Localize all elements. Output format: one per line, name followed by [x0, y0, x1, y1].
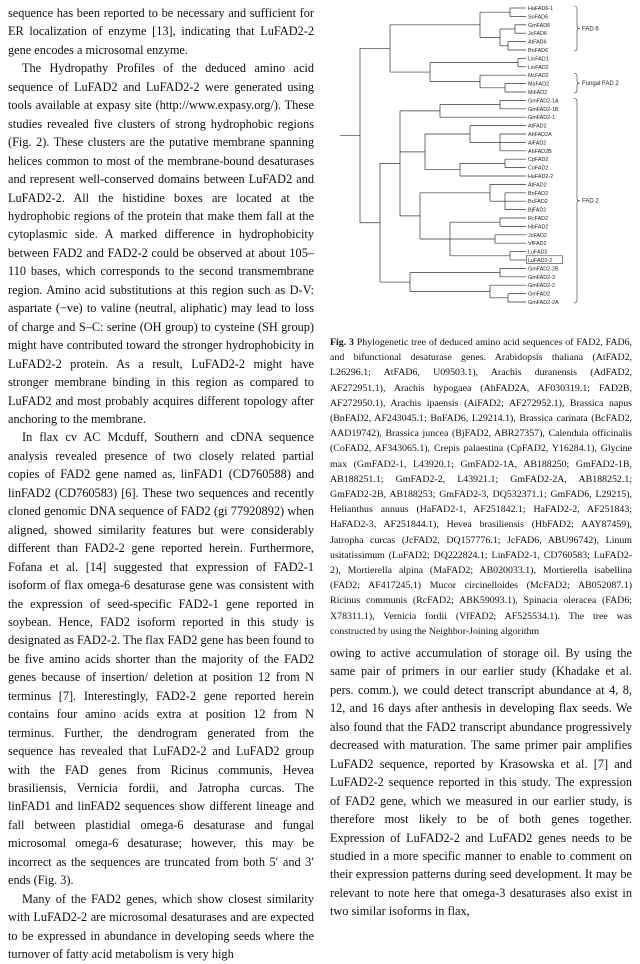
- right-paragraph-1: owing to active accumulation of storage oil. By using the same pair of primers in our earlier study (Khadake et al. pers. comm.), we could detect transcript abundance at 4, 8, 12, and 16 days after anthesis in developing flax seeds. We also found that the FAD2 transcript abundance progressively decreased with maturation. The same primer pair amplifies LuFAD2 sequence, reported by Krasowska et al. [7] and LuFAD2-2 sequence reported in this study. The expression of FAD2 gene, which we measured in our earlier study, is therefore most likely to be of both genes together. Expression of LuFAD2-2 and LuFAD2 genes needs to be studied in a more specific manner to enable to comment on their expression patterns during seed development. It may be relevant to note here that omega-3 desaturases also exist in two similar isoforms in flax,: [330, 646, 632, 919]
- leaf-label: BnFAD6: [528, 48, 549, 54]
- caption-text: Phylogenetic tree of deduced amino acid sequences of FAD2, FAD6, and bifunctional desaturase genes. Arabidopsis thaliana (AtFAD2, L26296.1; AtFAD6, U09503.1), Arachis duranensis (AdFAD2, AF272951.1), Arachis hypogaea (AhFAD2A, AF030319.1; FAD2B, AF272950.1), Arachis ipaensis (AiFAD2; AF272952.1), Brassica napus (BnFAD2, AF243045.1; BnFAD6, L29214.1), Brassica carinata (BcFAD2, AAD19742), Brassica juncea (BjFAD2, ABR27357), Calendula officinalis (CoFAD2, AF343065.1), Crepis palaestina (CpFAD2, Y16284.1), Glycine max (GmFAD2-1, L43920.1; GmFAD2-1A, AB188250; GmFAD2-1B, AB188251.1; GmFAD2-2, L43921.1; GmFAD2-2A, AB188252.1; GmFAD2-2B, AB188253; GmFAD2-3, DQ532371.1; GmFAD6, L29215), Helianthus annuus (HaFAD2-1, AF251842.1; HaFAD2-2, AF251843; HaFAD2-3, AF251844.1), Hevea brasiliensis (HbFAD2; AAY87459), Jatropha curcas (JcFAD2, DQ157776.1; JcFAD6, ABU96742), Linum usitatissimum (LuFAD2; DQ222824.1; LinFAD2-1, CD760583; LuFAD2-2), Mortierella alpina (MaFAD2; AB020033.1), Mortierella isabellina (FAD2; AF417245.1) Mucor circinelloides (McFAD2; AB052087.1) Ricinus communis (RcFAD2; ABK59093.1), Spinacia oleracea (FAD6; X78311.1), Vernicia fordii (VfFAD2; AF525534.1). The tree was constructed by using the Neighbor-Joining algorithm: [330, 337, 632, 637]
- leaf-label: GmFAD2-1B: [528, 106, 559, 113]
- caption-label: Fig. 3: [330, 337, 354, 348]
- paragraph-3: In flax cv AC Mcduff, Southern and cDNA sequence analysis revealed presence of two closely related partial copies of FAD2 gene named as, linFAD1 (CD760588) and linFAD2 (CD760583) [6]. These two sequences and recently cloned genomic DNA sequence of FAD2 (gi 77920892) when aligned, showed similarity features but were considerably different than FAD2-2 gene reported herein. Furthermore, Fofana et al. [14] suggested that expression of FAD2-1 isoform of flax omega-6 desaturase gene was consistent with the expression of seed-specific FAD2-1 gene reported in soybean. Hence, FAD2 isoform reported in this study is designated as FAD2-2. The flax FAD2 gene has been found to be five amino acids shorter than the majority of the FAD2 genes because of insertion/ deletion at position 12 from N terminus [7]. Interestingly, FAD2-2 gene reported herein contains four amino acids extra at position 12 from N terminus. Further, the dendrogram generated from the sequence has revealed that LuFAD2-2 and LuFAD2 group with the FAD genes from Ricinus communis, Hevea brasiliensis, Vernicia fordii, and Jatropha curcas. The linFAD1 and linFAD2 sequences show different lineage and fall between plastidial omega-6 desaturase and fungal microsomal omega-6 desaturase; however, this may be incorrect as the sequences are truncated from both 5′ and 3′ ends (Fig. 3).: [8, 430, 314, 888]
- leaf-label: SoFAD6: [528, 14, 549, 21]
- paragraph-2: The Hydropathy Profiles of the deduced amino acid sequence of LuFAD2 and LuFAD2-2 were generated using tools available at expasy site (http://www.expasy.org/). These studies revealed five clusters of strong hydrophobic regions (Fig. 2). These clusters are the putative membrane spanning helices common to most of the membrane-bound desaturases and represent well-conserved domains between LuFAD2 and LuFAD2-2. All the histidine boxes are located at the hydrophobic regions of the protein that make them fall at the cytoplasmic side. A marked difference in hydrophobicity between FAD2 and FAD2-2 could be observed at about 105–110 bases, which corresponds to the second transmembrane region. Amino acid substitutions at this region such as D-V: aspartate (−ve) to valine (neutral, aliphatic) may lead to loss of charge and S–C: serine (OH group) to cysteine (SH group) might have contributed toward the stronger hydrophobicity in LuFAD2-2 protein. As a result, LuFAD2-2 might have stronger membrane binding in this region as compared to LuFAD2 and most probably acquires different topology after anchoring to the membrane.: [8, 61, 314, 426]
- paragraph-4: Many of the FAD2 genes, which show closest similarity with LuFAD2-2 are microsomal desaturases and are expected to be expressed in abundance in developing seeds where the turnover of fatty acid metabolism is very high: [8, 891, 314, 962]
- leaf-label: GmFAD2: [528, 291, 551, 298]
- leaf-label: McFAD2: [528, 73, 549, 80]
- phylogenetic-tree-figure: [330, 0, 632, 330]
- leaf-label: LuFAD2: [528, 249, 548, 256]
- leaf-label: JcFAD2: [528, 232, 547, 239]
- leaf-label: AhFAD2B: [528, 148, 552, 155]
- leaf-label: BjFAD2: [528, 207, 547, 214]
- right-column: [330, 644, 632, 921]
- leaf-label: GmFAD2-1: [528, 115, 555, 122]
- leaf-label: BcFAD2: [528, 199, 548, 206]
- leaf-label: CoFAD2: [528, 165, 549, 172]
- leaf-label: LinFAD2: [528, 64, 549, 71]
- leaf-label: GmFAD2-3: [528, 274, 555, 281]
- leaf-label: HbFAD2: [528, 224, 549, 231]
- leaf-label: RcFAD2: [528, 216, 549, 222]
- leaf-label: GmFAD6: [528, 22, 551, 29]
- leaf-label: AtFAD6: [528, 39, 547, 46]
- group-brace: [574, 73, 580, 93]
- leaf-label: HaFAD6-1: [528, 6, 554, 12]
- figure-caption: [330, 335, 632, 639]
- leaf-label: GmFAD2-1A: [528, 98, 559, 105]
- group-brace: [574, 98, 580, 303]
- leaf-label: AhFAD2A: [528, 132, 552, 138]
- leaf-label: HaFAD2-2: [528, 174, 554, 180]
- tree-svg: [330, 0, 632, 330]
- paragraph-1: sequence has been reported to be necessary and sufficient for ER localization of enzyme [13], indicating that LuFAD2-2 gene encodes a microsomal enzyme.: [8, 6, 314, 57]
- leaf-label: CpFAD2: [528, 157, 549, 164]
- leaf-label: AtFAD2: [528, 182, 547, 189]
- leaf-label: MiFAD2: [528, 90, 548, 96]
- group-brace: [574, 6, 580, 51]
- leaf-label: AtFAD2: [528, 123, 547, 130]
- leaf-label: BnFAD2: [528, 190, 549, 197]
- group-label-fungal-fad2: Fungal FAD 2: [582, 81, 619, 88]
- leaf-label: GmFAD2-2A: [528, 300, 559, 306]
- leaf-label: AiFAD2: [528, 140, 547, 147]
- group-label-fad6: FAD 6: [582, 26, 599, 33]
- leaf-label: MaFAD2: [528, 81, 549, 88]
- leaf-label: LinFAD1: [528, 56, 549, 63]
- leaf-label: VfFAD2: [528, 241, 547, 248]
- leaf-label: LuFAD2-2: [528, 258, 553, 264]
- group-label-fad2: FAD 2: [582, 198, 599, 205]
- leaf-label: JcFAD6: [528, 31, 547, 38]
- leaf-label: GmFAD2-2: [528, 283, 555, 290]
- left-column: [8, 4, 314, 964]
- leaf-label: GmFAD2-2B: [528, 266, 559, 273]
